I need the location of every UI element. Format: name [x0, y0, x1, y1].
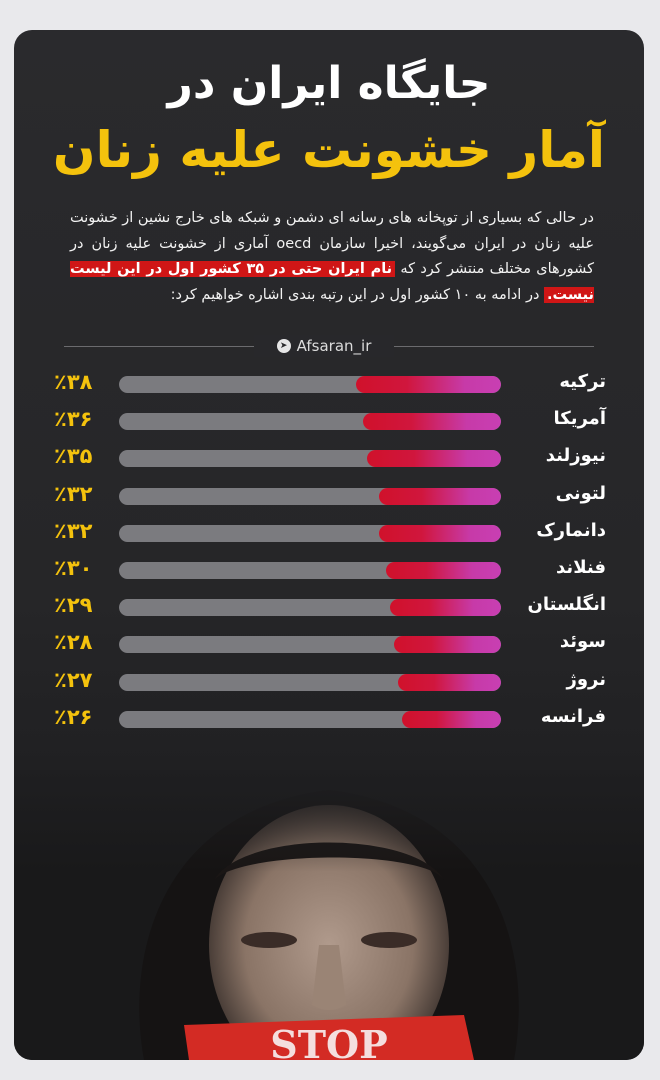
intro-highlight: نام ایران حتی در ۳۵ کشور اول در این لیست نیست. [70, 261, 594, 303]
bar-category-label: لتونی [555, 482, 606, 504]
bar-category-label: نروژ [566, 668, 606, 690]
bar-row [14, 704, 644, 733]
bar-category-label: آمریکا [553, 408, 606, 430]
bar-row [14, 558, 644, 584]
bar-value-label: ٪۳۲ [54, 518, 93, 543]
bar-category-label: فنلاند [556, 557, 606, 578]
bar-value-label: ٪۲۸ [54, 630, 93, 655]
bar-value-label: ٪۳۰ [54, 556, 93, 580]
bar-value-label: ٪۲۷ [54, 667, 93, 692]
bar-track [119, 376, 501, 393]
intro-text-2: در ادامه به ۱۰ کشور اول در این رتبه بندی اشاره خواهیم کرد: [170, 286, 540, 303]
bar-category-label: انگلستان [527, 594, 606, 616]
bar-row [14, 446, 644, 472]
bar-value-label: ٪۲۹ [54, 593, 93, 618]
telegram-icon: ➤ [277, 339, 291, 353]
title-line-2: آمار خشونت علیه زنان [52, 121, 606, 179]
bar-row [14, 518, 644, 547]
title-line-1: جایگاه ایران در [167, 58, 491, 109]
bar-track [119, 562, 501, 579]
bar-track [119, 599, 501, 616]
woman-photo [14, 770, 644, 1060]
bar-track [119, 711, 501, 728]
bar-track [119, 525, 501, 542]
bar-fill [356, 376, 501, 393]
bar-fill [379, 525, 501, 542]
intro-paragraph [70, 206, 594, 308]
bar-fill [367, 450, 501, 467]
bar-row [14, 595, 644, 621]
intro-text-1: در حالی که بسیاری از توپخانه های رسانه ای دشمن و شبکه های خارج نشین از خشونت علیه زنان در ایران می‌گویند، اخیرا سازمان oecd آماری از خشونت علیه زنان در کشورهای مختلف منتشر کرد که [70, 210, 594, 277]
bar-row [14, 372, 644, 398]
bar-fill [386, 562, 501, 579]
bar-row [14, 667, 644, 696]
bar-category-label: سوئد [559, 631, 606, 653]
bar-fill [390, 599, 501, 616]
bar-fill [363, 413, 501, 430]
brand-tag [254, 335, 394, 357]
bar-value-label: ٪۳۸ [54, 370, 93, 394]
bar-track [119, 413, 501, 430]
bar-fill [394, 636, 501, 653]
bar-value-label: ٪۲۶ [54, 704, 93, 729]
bar-category-label: نیوزلند [545, 445, 606, 467]
bar-value-label: ٪۳۲ [54, 481, 93, 506]
bar-track [119, 488, 501, 505]
brand-handle: Afsaran_ir [296, 337, 372, 355]
bar-value-label: ٪۳۶ [54, 407, 93, 432]
infographic-card [14, 30, 644, 1060]
bar-row [14, 632, 644, 658]
bar-category-label: ترکیه [559, 371, 606, 392]
bar-fill [379, 488, 501, 505]
bar-row [14, 409, 644, 435]
bar-fill [402, 711, 501, 728]
bar-category-label: دانمارک [536, 519, 606, 541]
bar-category-label: فرانسه [540, 705, 606, 727]
bar-track [119, 674, 501, 691]
bar-track [119, 636, 501, 653]
bar-value-label: ٪۳۵ [54, 444, 93, 469]
bar-row [14, 481, 644, 510]
bar-track [119, 450, 501, 467]
bar-fill [398, 674, 501, 691]
